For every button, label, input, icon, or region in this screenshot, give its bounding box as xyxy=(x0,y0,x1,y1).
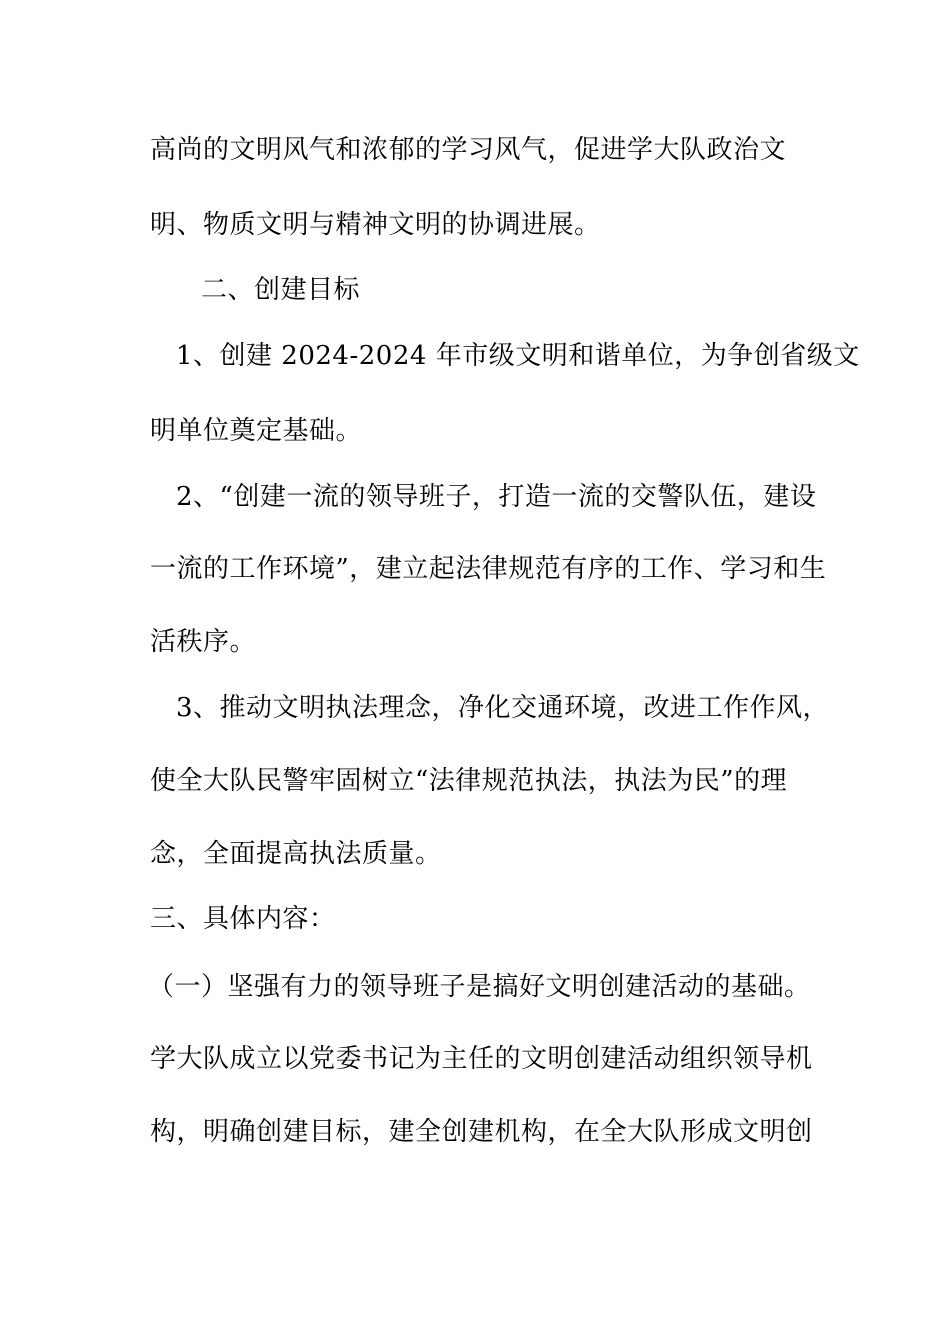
list-item: 2、“创建一流的领导班子，打造一流的交警队伍，建设 xyxy=(176,482,817,512)
paragraph-line: 明、物质文明与精神文明的协调进展。 xyxy=(150,210,601,240)
paragraph-line: 高尚的文明风气和浓郁的学习风气，促进学大队政治文 xyxy=(150,135,787,165)
list-item: 1、创建 2024-2024 年市级文明和谐单位，为争创省级文 xyxy=(176,341,860,371)
list-item: 3、推动文明执法理念，净化交通环境，改进工作作风， xyxy=(176,693,830,723)
paragraph-line: 明单位奠定基础。 xyxy=(150,416,363,446)
paragraph-line: 学大队成立以党委书记为主任的文明创建活动组织领导机 xyxy=(150,1044,813,1074)
paragraph-line: 构，明确创建目标，建全创建机构，在全大队形成文明创 xyxy=(150,1117,813,1147)
subsection-heading: （一）坚强有力的领导班子是搞好文明创建活动的基础。 xyxy=(148,972,811,1002)
section-heading: 二、创建目标 xyxy=(201,275,361,305)
paragraph-line: 念，全面提高执法质量。 xyxy=(150,839,442,869)
paragraph-line: 一流的工作环境”，建立起法律规范有序的工作、学习和生 xyxy=(150,554,827,584)
paragraph-line: 使全大队民警牢固树立“法律规范执法，执法为民”的理 xyxy=(150,766,788,796)
paragraph-line: 活秩序。 xyxy=(150,627,257,657)
section-heading: 三、具体内容： xyxy=(150,904,336,934)
